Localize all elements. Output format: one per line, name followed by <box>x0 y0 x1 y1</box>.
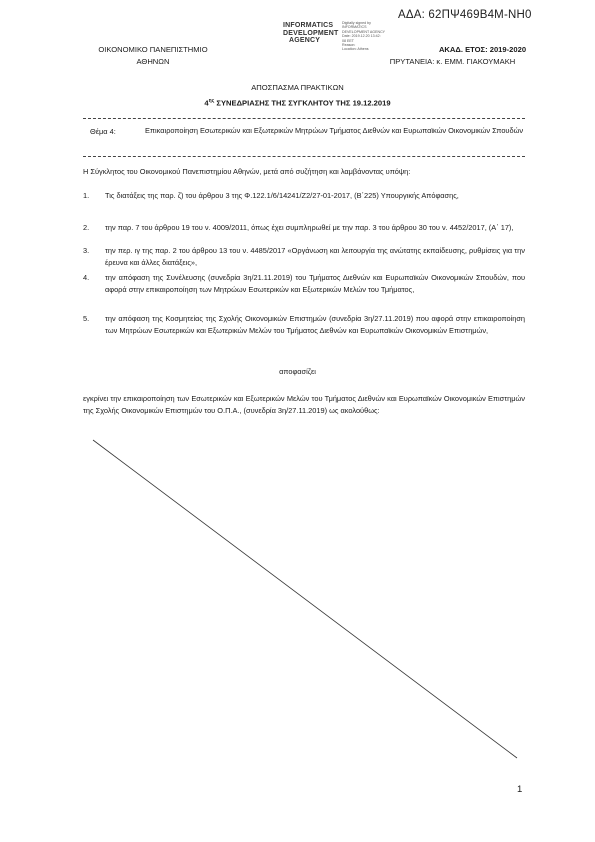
stamp-detail-line: Reason: <box>342 43 356 48</box>
page-number: 1 <box>517 784 523 795</box>
topic-text: Επικαιροποίηση Εσωτερικών και Εξωτερικών Μητρώων Τμήματος Διεθνών και Ευρωπαϊκών Οικονομικών Σπουδών <box>145 126 524 135</box>
list-item-number: 2. <box>83 223 90 232</box>
session-title: $4^{\eta\varsigma}$ ΣΥΝΕΔΡΙΑΣΗΣ ΤΗΣ ΣΥΓΚΛΗΤΟΥ ΤΗΣ 19.12.2019 <box>204 98 391 108</box>
topic-label: Θέμα 4: <box>90 127 116 136</box>
decision-heading: αποφασίζει <box>279 367 316 376</box>
stamp-detail-line: INFORMATICS <box>342 25 367 30</box>
document-title: ΑΠΟΣΠΑΣΜΑ ΠΡΑΚΤΙΚΩΝ <box>251 83 344 92</box>
stamp-detail-line: Digitally signed by <box>342 21 371 25</box>
ada-code: ΑΔΑ: 62ΠΨ469Β4Μ-ΝΗ0 <box>398 9 532 21</box>
list-item-number: 5. <box>83 314 90 323</box>
stamp-detail-line: 08 EET <box>342 38 354 43</box>
list-item-text: την παρ. 7 του άρθρου 19 του ν. 4009/2011, όπως έχει συμπληρωθεί με την παρ. 3 του άρθρου 30 του ν. 4452/2017, (Α΄ 17), <box>105 223 514 232</box>
university-line: ΟΙΚΟΝΟΜΙΚΟ ΠΑΝΕΠΙΣΤΗΜΙΟ <box>98 45 208 54</box>
list-item-number: 1. <box>83 191 90 200</box>
list-item-text: την περ. ιγ της παρ. 2 του άρθρου 13 του ν. 4485/2017 «Οργάνωση και λειτουργία της ανώτατης εκπαίδευσης, ρυθμίσεις για την έρευνα και άλλες διατάξεις», <box>105 246 525 267</box>
stamp-detail-line: Location: Athens <box>342 47 369 52</box>
stamp-detail-line: Date: 2019.12.20 13:42: <box>342 34 381 39</box>
stamp-title-line: DEVELOPMENT <box>283 29 339 37</box>
academic-year: ΑΚΑΔ. ΕΤΟΣ: 2019-2020 <box>438 45 527 54</box>
list-item-number: 4. <box>83 273 90 282</box>
list-item-text: Τις διατάξεις της παρ. ζ) του άρθρου 3 της Φ.122.1/6/14241/Ζ2/27-01-2017, (Β΄225) Υπουργικής Απόφασης, <box>105 191 459 200</box>
intro-paragraph: Η Σύγκλητος του Οικονομικού Πανεπιστημίου Αθηνών, μετά από συζήτηση και λαμβάνοντας υπόψη: <box>83 167 411 176</box>
university-city: ΑΘΗΝΩΝ <box>136 57 170 66</box>
decision-paragraph: εγκρίνει την επικαιροποίηση των Εσωτερικών και Εξωτερικών Μελών του Τμήματος Διεθνών και Ευρωπαϊκών Οικονομικών Επιστημών της Σχολής Οικονομικών Επιστημών του Ο.Π.Α., (συνεδρία 3η/27.11.2019) ως ακολούθως: <box>83 394 525 415</box>
stamp-detail-line: DEVELOPMENT AGENCY <box>342 29 386 34</box>
stamp-title-line: INFORMATICS <box>283 22 334 29</box>
rectorate-line: ΠΡΥΤΑΝΕΙΑ: κ. ΕΜΜ. ΓΙΑΚΟΥΜΑΚΗ <box>389 57 516 66</box>
stamp-title-line: AGENCY <box>289 37 321 44</box>
list-item-number: 3. <box>83 246 90 255</box>
list-item-text: την απόφαση της Κοσμητείας της Σχολής Οικονομικών Επιστημών (συνεδρία 3η/27.11.2019) που αφορά στην επικαιροποίηση των Μητρώων Εσωτερικών και Εξωτερικών Μελών του Τμήματος Διεθνών και Ευρωπαϊκών Οικονομικών Επιστημών, <box>105 314 525 335</box>
diagonal-line <box>93 440 517 758</box>
list-item-text: την απόφαση της Συνέλευσης (συνεδρία 3η/21.11.2019) του Τμήματος Διεθνών και Ευρωπαϊκών Οικονομικών Σπουδών, που αφορά στην επικαιροποίηση των Μητρώων Εσωτερικών και Εξωτερικών Μελών του Τμήματος, <box>105 273 525 294</box>
